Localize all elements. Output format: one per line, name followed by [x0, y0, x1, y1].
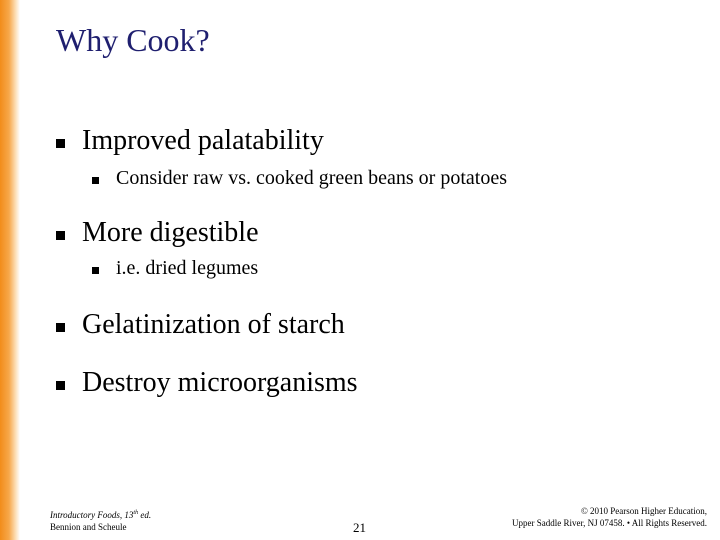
copyright-line-2: Upper Saddle River, NJ 07458. • All Rights Reserved.	[511, 518, 707, 528]
book-title-line	[50, 507, 151, 521]
square-bullet-icon	[56, 231, 65, 240]
authors: Bennion and Scheule	[50, 522, 127, 532]
bullet-item	[82, 309, 345, 341]
square-bullet-icon	[56, 381, 65, 390]
page-number: 21	[353, 520, 366, 535]
sub-bullet-text: Consider raw vs. cooked green beans or potatoes	[116, 167, 507, 189]
bullet-text: More digestible	[82, 217, 259, 248]
footer-book-info	[50, 507, 151, 533]
bullet-item	[82, 367, 358, 399]
edition-suffix: ed.	[138, 510, 152, 520]
edition-superscript: th	[133, 510, 139, 516]
slide-title: Why Cook?	[56, 22, 210, 58]
bullet-text: Gelatinization of starch	[82, 309, 345, 340]
square-bullet-icon	[92, 177, 99, 184]
sub-bullet-item	[116, 167, 507, 190]
bullet-item	[82, 125, 324, 157]
footer-copyright	[512, 505, 707, 529]
sub-bullet-text: i.e. dried legumes	[116, 257, 259, 279]
copyright-line-1: © 2010 Pearson Higher Education,	[580, 506, 707, 516]
bullet-text: Improved palatability	[82, 125, 324, 156]
sub-bullet-item	[116, 257, 258, 280]
bullet-item	[82, 217, 259, 249]
square-bullet-icon	[56, 139, 65, 148]
square-bullet-icon	[92, 267, 99, 274]
book-title: Introductory Foods, 13	[50, 510, 134, 520]
square-bullet-icon	[56, 323, 65, 332]
bullet-text: Destroy microorganisms	[82, 367, 358, 398]
